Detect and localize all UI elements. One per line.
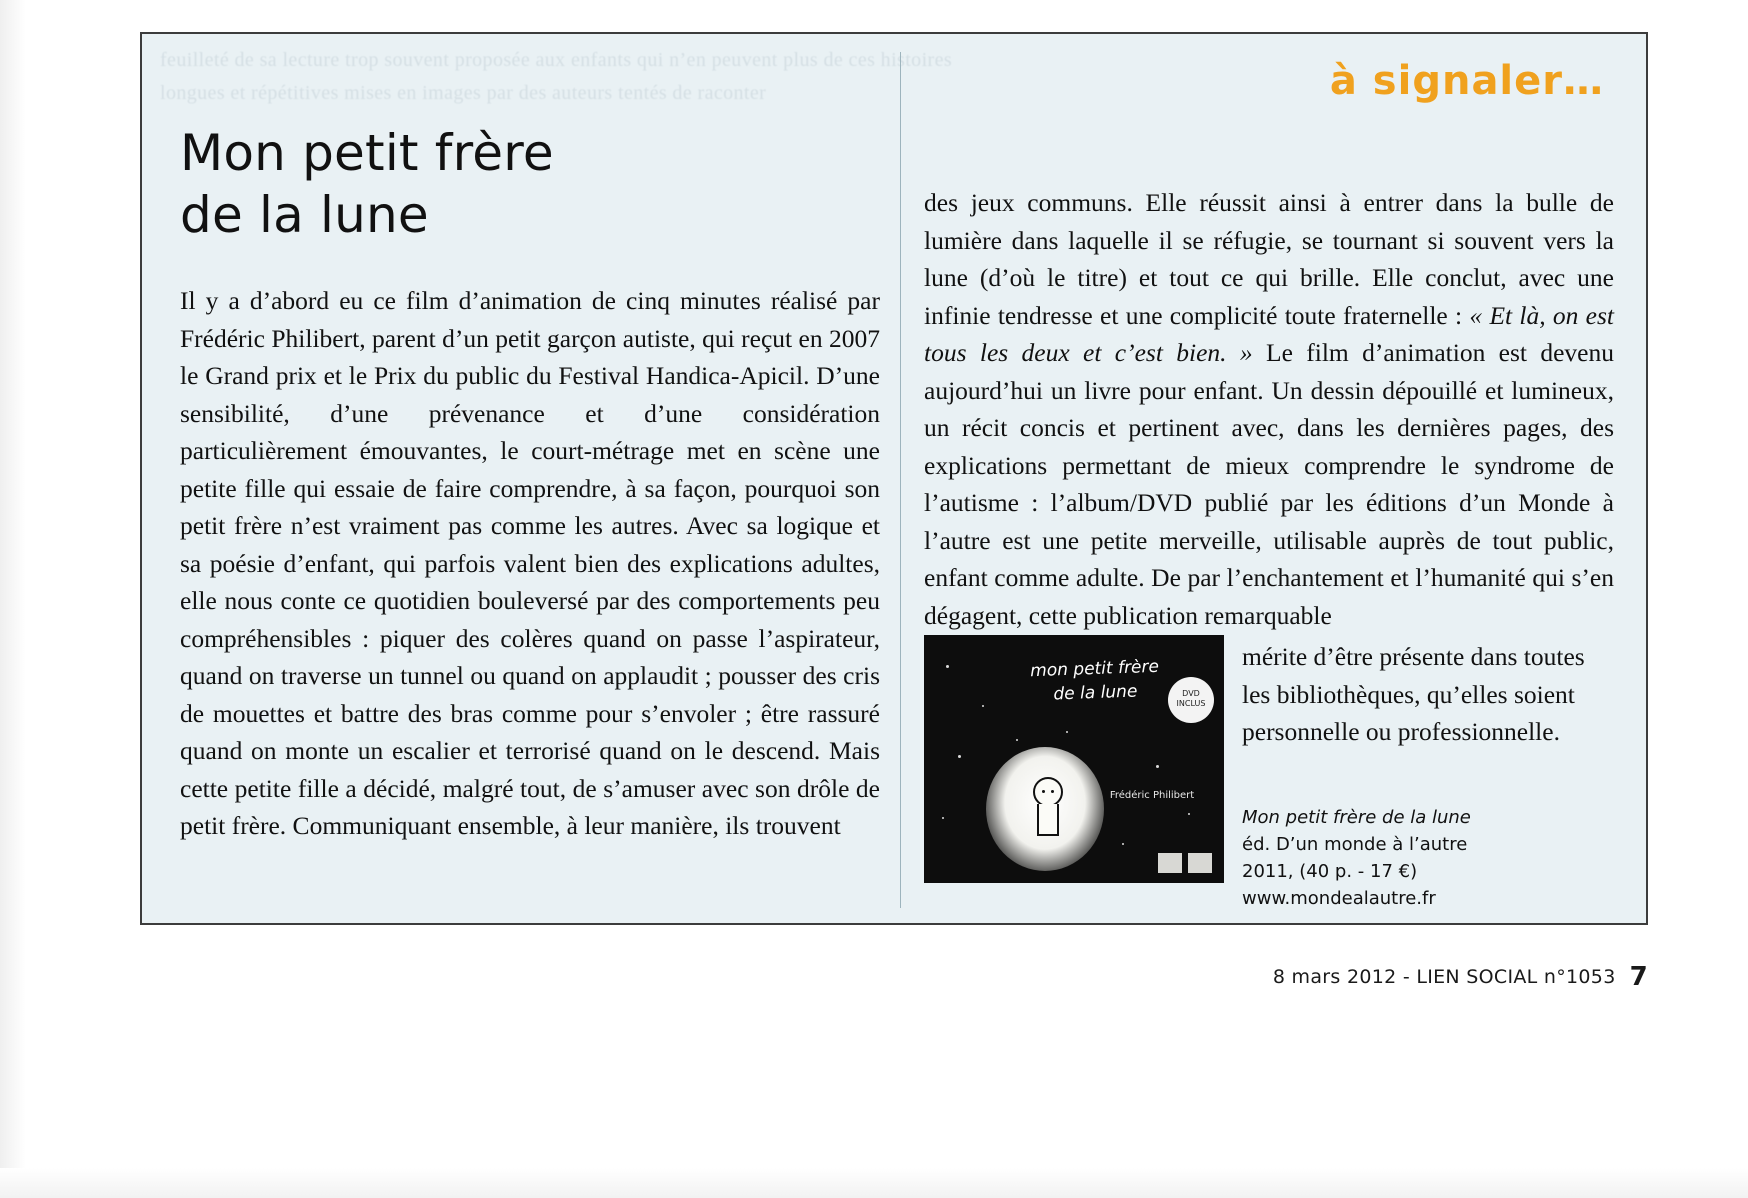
page-title-line-1: Mon petit frère: [180, 124, 554, 182]
page-title-line-2: de la lune: [180, 186, 429, 244]
page-title: [180, 122, 880, 246]
publisher-logo-1: [1158, 853, 1182, 873]
book-cover-image: [924, 635, 1224, 883]
star-icon: [1066, 731, 1068, 733]
article-quote: « Et là, on est tous les deux et c’est bien. »: [924, 300, 1614, 367]
article-column-right: [924, 184, 1614, 634]
article-box: [140, 32, 1648, 925]
cover-dvd-badge: DVD INCLUS: [1168, 677, 1214, 723]
scan-edge-left: [0, 0, 26, 1198]
show-through-text: feuilleté de sa lecture trop souvent proposée aux enfants qui n’en peuvent plus de ces histoires longues et répétitives mises en images par des auteurs tentés de raconter: [160, 49, 953, 104]
section-kicker: à signaler…: [1329, 58, 1604, 104]
article-body-right-part2: Le film d’animation est devenu aujourd’hui un livre pour enfant. Un dessin dépouillé et lumineux, un récit concis et pertinent avec, dans les dernières pages, des explications permettant de mieux comprendre le syndrome de l’autisme : l’album/DVD publié par les éditions d’un Monde à l’autre est une petite merveille, utilisable auprès de tout public, enfant comme adulte. De par l’enchantement et l’humanité qui s’en dégagent, cette publication remarquable: [924, 338, 1614, 630]
star-icon: [1016, 739, 1018, 741]
star-icon: [946, 665, 949, 668]
article-body-right: [924, 184, 1614, 634]
child-body: [1037, 804, 1059, 836]
book-credits: [1242, 804, 1622, 912]
article-body-right-wrap: mérite d’être présente dans toutes les bibliothèques, qu’elles soient personnelle ou professionnelle.: [1242, 642, 1585, 746]
cover-publisher-logos: [1158, 853, 1212, 873]
star-icon: [1188, 813, 1190, 815]
credits-publisher: éd. D’un monde à l’autre: [1242, 834, 1468, 855]
child-eye-right: [1051, 790, 1054, 793]
credits-website[interactable]: www.mondealautre.fr: [1242, 888, 1436, 909]
page-footer: [1273, 962, 1648, 992]
article-body-left: Il y a d’abord eu ce film d’animation de cinq minutes réalisé par Frédéric Philibert, parent d’un petit garçon autiste, qui reçut en 2007 le Grand prix et le Prix du public du Festival Handica-Apicil. D’une sensibilité, d’une prévenance et d’une considération particulièrement émouvantes, le court-métrage met en scène une petite fille qui essaie de faire comprendre, à sa façon, pourquoi son petit frère n’est vraiment pas comme les autres. Avec sa logique et sa poésie d’enfant, qui parfois valent bien des explications adultes, elle nous conte ce quotidien bouleversé par des comportements peu compréhensibles : piquer des colères quand on passe l’aspirateur, quand on traverse un tunnel ou quand on applaudit ; pousser des cris de mouettes et battre des bras comme pour s’envoler ; être rassuré quand on monte un escalier et terrorisé quand on le descend. Mais cette petite fille a décidé, malgré tout, de s’amuser avec son drôle de petit frère. Communiquant ensemble, à leur manière, ils trouvent: [180, 286, 880, 840]
star-icon: [958, 755, 961, 758]
article-column-left: [180, 282, 880, 845]
publisher-logo-2: [1188, 853, 1212, 873]
footer-issue-info: 8 mars 2012 - LIEN SOCIAL n°1053: [1272, 966, 1616, 988]
credits-year-price: 2011, (40 p. - 17 €): [1242, 861, 1418, 882]
article-body-right-part1: des jeux communs. Elle réussit ainsi à entrer dans la bulle de lumière dans laquelle il se réfugie, se tournant si souvent vers la lune (d’où le titre) et tout ce qui brille. Elle conclut, avec une infinie tendresse et une complicité toute fraternelle :: [924, 188, 1614, 330]
child-eye-left: [1042, 790, 1045, 793]
star-icon: [1122, 843, 1124, 845]
star-icon: [982, 705, 984, 707]
page-number: 7: [1629, 962, 1648, 992]
cover-title: mon petit frère de la lune: [1029, 656, 1160, 705]
star-icon: [942, 817, 944, 819]
scan-edge-bottom: [0, 1168, 1748, 1198]
child-head: [1033, 777, 1063, 807]
credits-book-title: Mon petit frère de la lune: [1242, 807, 1471, 828]
child-illustration: [1028, 777, 1064, 847]
star-icon: [1156, 765, 1159, 768]
column-divider: [900, 52, 901, 908]
cover-author: Frédéric Philibert: [1109, 790, 1195, 801]
